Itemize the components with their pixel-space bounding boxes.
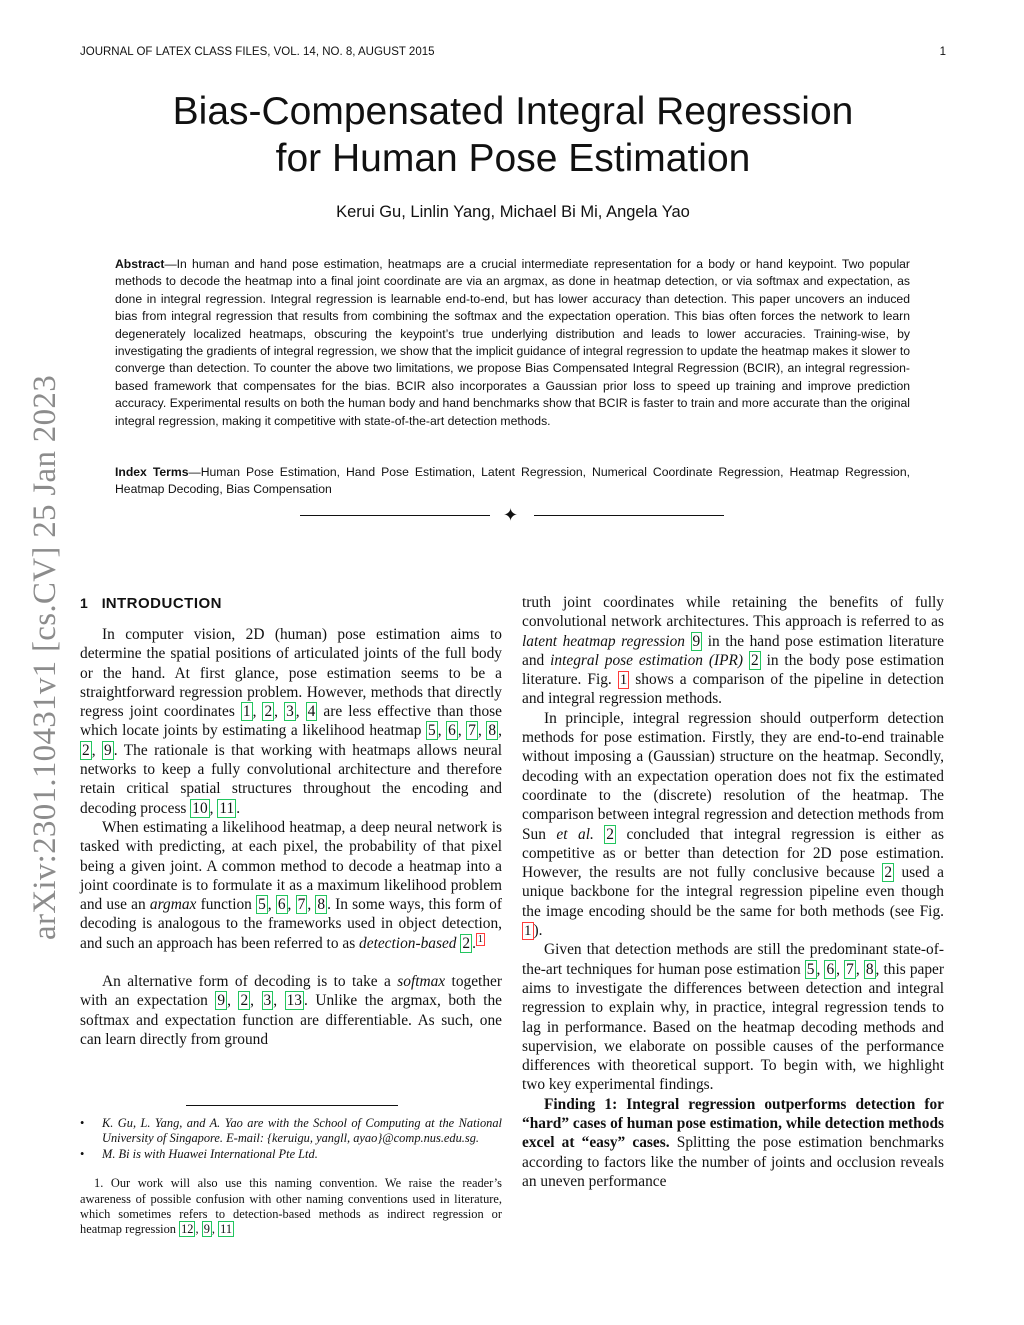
text-run: . The rationale is that working with heatmaps allows neural networks to keep a fully convolutional architecture and therefore retain critical spatial structures throughout the encoding and decoding process <box>80 741 502 817</box>
arxiv-watermark: arXiv:2301.10431v1 [cs.CV] 25 Jan 2023 <box>27 374 63 940</box>
affiliation-list <box>80 1116 502 1162</box>
text-run: in the body pose estimation literature. Fig. <box>522 651 945 689</box>
citation-link[interactable]: 5 <box>428 722 436 740</box>
citation-link[interactable]: 5 <box>806 960 815 978</box>
emphasis: softmax <box>397 973 446 991</box>
affiliation-text: K. Gu, L. Yang, and A. Yao are with the School of Computing at the National University of Singapore. E-mail: {keruigu, yangll, ayao}@comp.nus.edu.sg. <box>102 1116 502 1146</box>
footnote-1: 1. Our work will also use this naming convention. We raise the reader’s awareness of possible confusion with other naming conventions used in literature, which sometimes refers to detection-based methods as indirect regression or heatmap regression 12 , 9 , 11 <box>80 1176 502 1237</box>
citation-link[interactable]: 7 <box>297 896 306 914</box>
text-run: are less effective than those which locate joints by estimating a likelihood heatmap <box>80 703 502 740</box>
paragraph: An alternative form of decoding is to take a softmax together with an expectation 9 , 2 , 3 , 13 . Unlike the argmax, both the softmax and expectation function are differentiable. As such, one can learn directly from ground <box>80 973 502 1048</box>
section-number: 1 <box>80 595 88 611</box>
divider-line-left <box>300 515 490 516</box>
title-line-1: Bias-Compensated Integral Regression <box>172 90 854 133</box>
divider-diamond-icon: ✦ <box>503 505 519 525</box>
text-run: When estimating a likelihood heatmap, a deep neural network is tasked with predicting, at each pixel, the probability of that pixel being a given joint. A common method to decode a heatmap into a joint coordinate is to formulate it as a maximum likelihood problem and use an <box>80 818 502 914</box>
citation-link[interactable]: 7 <box>468 722 476 740</box>
paragraph: Given that detection methods are still the predominant state-of-the-art techniques for human pose estimation 5 , 6 , 7 , 8 , this paper aims to investigate the differences between detection and integral regression to explain why, in practice, integral regression tends to lag in performance. Based on the heatmap decoding methods and supervision, we elaborate on possible causes of the performance differences with theoretical support. To begin with, we highlight two key experimental findings. <box>522 941 944 1094</box>
citation-link[interactable]: 6 <box>277 896 286 914</box>
citation-link[interactable]: 2 <box>240 992 249 1010</box>
text-run: , this paper aims to investigate the differences between detection and integral regression to explain why, in practice, integral regression tends to lag in performance. Based on the heatmap decoding methods and supervision, we elaborate on possible causes of the performance differences with theoretical support. To begin with, we highlight two key experimental findings. <box>522 960 944 1094</box>
section-divider <box>300 505 724 527</box>
footnote-text: Our work will also use this naming convention. We raise the reader’s awareness of possible confusion with other naming conventions used in literature, which sometimes refers to detection-based methods as indirect regression or heatmap regression <box>80 1176 502 1237</box>
citation-link[interactable]: 2 <box>750 651 759 669</box>
emphasis: argmax <box>149 896 197 914</box>
finding-1-heading: Finding 1: Integral regression outperforms detection for “hard” cases of human pose estimation, while detection methods excel at “easy” cases. <box>522 1095 944 1152</box>
journal-header: JOURNAL OF LATEX CLASS FILES, VOL. 14, NO. 8, AUGUST 2015 <box>80 46 435 58</box>
emphasis: detection-based <box>359 934 457 952</box>
citation-link[interactable]: 8 <box>488 722 497 740</box>
paragraph <box>522 709 944 941</box>
footnotes <box>80 1116 502 1238</box>
paragraph: When estimating a likelihood heatmap, a deep neural network is tasked with predicting, at each pixel, the probability of that pixel being a given joint. A common method to decode a heatmap into a joint coordinate is to formulate it as a maximum likelihood problem and use an argmax function 5 , 6 , 7 , 8 . In some ways, this form of decoding is analogous to the frameworks used in object detection, and such an approach has been referred to as detection-based 2 . $^1$ <box>80 818 502 952</box>
citation-link[interactable]: 1 <box>242 703 251 721</box>
citation-link[interactable]: 2 <box>82 741 90 759</box>
running-header <box>80 46 946 58</box>
citation-link[interactable]: 11 <box>219 799 235 817</box>
abstract-text: —In human and hand pose estimation, heatmaps are a crucial intermediate representation for a body or hand keypoint. Two popular methods to decode the heatmap into a final joint coordinate are via an argmax, as done in heatmap detection, or via softmax and expectation, as done in integral regression. Integral regression is learnable end-to-end, but has lower accuracy than detection. This paper uncovers an induced bias from integral regression that results from combining the softmax and the expectation operation. This bias often forces the network to learn degenerately localized heatmaps, obscuring the keypoint’s true underlying distribution and leads to lower accuracies. Training-wise, by investigating the gradients of integral regression, we show that the implicit guidance of integral regression to update the heatmap makes it slower to converge than detection. To counter the above two limitations, we propose Bias Compensated Integral Regression (BCIR), an integral regression-based framework that compensates for the bias. BCIR also incorporates a Gaussian prior loss to speed up training and improve prediction accuracy. Experimental results on both the human body and hand benchmarks show that BCIR is faster to train and more accurate than the original integral regression, making it competitive with state-of-the-art detection methods. <box>115 257 910 428</box>
paper-title <box>80 88 946 182</box>
bullet-icon: • <box>80 1146 85 1161</box>
abstract <box>115 256 910 430</box>
citation-link[interactable]: 2 <box>884 864 893 882</box>
index-terms <box>115 464 910 499</box>
citation-link[interactable]: 4 <box>307 703 316 721</box>
emphasis: integral pose estimation (IPR) <box>550 651 744 669</box>
emphasis: latent heatmap regression <box>522 632 685 650</box>
right-column <box>522 593 944 1191</box>
footnote-ref[interactable]: 1 <box>477 933 483 945</box>
text-run: In principle, integral regression should outperform detection methods for pose estimation. Firstly, they are end-to-end trainable without imposing a (Gaussian) structure on the heatmap. Secondly, decoding with an expectation operation does not fix the estimated coordinate to the (discrete) resolution of the heatmap. The comparison between integral regression and detection methods from Sun <box>522 709 944 843</box>
citation-link[interactable]: 3 <box>263 992 272 1010</box>
affiliation-item <box>80 1116 502 1147</box>
text-run: In computer vision, 2D (human) pose estimation aims to determine the spatial positions of articulated joints of the full body or the hand. At first glance, pose estimation seems to be a straightforward regression problem. However, methods that directly regress joint coordinates <box>80 626 502 721</box>
citation-link[interactable]: 2 <box>264 703 273 721</box>
citation-link[interactable]: 5 <box>258 896 266 914</box>
citation-link[interactable]: 2 <box>606 825 614 843</box>
citation-link[interactable]: 6 <box>448 722 456 740</box>
text-run: in the hand pose estimation literature and <box>522 632 944 669</box>
text-run: truth joint coordinates while retaining the benefits of fully convolutional network architectures. This approach is referred to as <box>522 594 944 631</box>
paragraph <box>522 593 944 709</box>
citation-link[interactable]: 2 <box>462 934 471 952</box>
text-run: . Unlike the argmax, both the softmax and expectation function are differentiable. As such, one can learn directly from ground <box>80 992 502 1048</box>
footnote-separator <box>186 1105 398 1106</box>
citation-link[interactable]: 9 <box>692 632 701 650</box>
text-run: . <box>472 934 476 952</box>
citation-link[interactable]: 8 <box>865 960 874 978</box>
text-run: function <box>196 896 257 914</box>
text-run: . In some ways, this form of decoding is analogous to the frameworks used in object detection, and such an approach has been referred to as <box>80 896 502 952</box>
citation-link[interactable]: 11 <box>220 1222 233 1237</box>
bullet-icon: • <box>80 1116 85 1130</box>
citation-link[interactable]: 10 <box>192 799 208 817</box>
abstract-label: Abstract <box>115 257 165 271</box>
paragraph <box>522 1095 944 1191</box>
title-line-2: for Human Pose Estimation <box>275 137 751 180</box>
text-run: ). <box>533 922 543 940</box>
citation-link[interactable]: 9 <box>203 1222 210 1237</box>
text-run: Splitting the pose estimation benchmarks according to factors like the number of joints and occlusion reveals an uneven performance <box>522 1134 944 1190</box>
section-heading-introduction <box>80 593 502 613</box>
index-terms-label: Index Terms <box>115 465 189 479</box>
citation-link[interactable]: 9 <box>104 741 112 759</box>
citation-link[interactable]: 8 <box>317 896 326 914</box>
affiliation-item <box>80 1147 502 1162</box>
figure-link[interactable]: 1 <box>524 923 532 940</box>
citation-link[interactable]: 3 <box>286 703 294 721</box>
text-run: together with an expectation <box>80 973 502 1010</box>
emphasis: et al. <box>556 825 594 843</box>
figure-link[interactable]: 1 <box>619 672 628 689</box>
text-run: An alternative form of decoding is to take a <box>102 973 398 991</box>
affiliation-text: M. Bi is with Huawei International Pte Ltd. <box>102 1146 318 1161</box>
left-column <box>80 593 502 1049</box>
index-terms-text: —Human Pose Estimation, Hand Pose Estimation, Latent Regression, Numerical Coordinate Regression, Heatmap Regression, Heatmap Decoding, Bias Compensation <box>115 465 910 497</box>
citation-link[interactable]: 7 <box>846 960 854 978</box>
text-run: used a unique backbone for the integral regression pipeline even though the image encoding should be the same for both methods (see Fig. <box>522 864 944 920</box>
footnote-number: 1. <box>94 1176 104 1191</box>
citation-link[interactable]: 6 <box>826 960 835 978</box>
citation-link[interactable]: 12 <box>181 1222 194 1237</box>
page-number: 1 <box>939 46 946 58</box>
text-run: shows a comparison of the pipeline in detection and integral regression methods. <box>522 671 944 708</box>
citation-link[interactable]: 9 <box>217 992 226 1010</box>
section-initial: I <box>101 595 106 611</box>
divider-line-right <box>534 515 724 516</box>
text-run: concluded that integral regression is either as competitive as or better than detection for 2D pose estimation. However, the results are not fully conclusive because <box>522 825 944 882</box>
text-run: Given that detection methods are still the predominant state-of-the-art techniques for human pose estimation <box>522 941 944 978</box>
citation-link[interactable]: 13 <box>286 992 302 1010</box>
paragraph: In computer vision, 2D (human) pose estimation aims to determine the spatial positions of articulated joints of the full body or the hand. At first glance, pose estimation seems to be a straightforward regression problem. However, methods that directly regress joint coordinates 1 , 2 , 3 , 4 are less effective than those which locate joints by estimating a likelihood heatmap 5 , 6 , 7 , 8 , 2 , 9 . The rationale is that working with heatmaps allows neural networks to keep a fully convolutional architecture and therefore retain critical spatial structures throughout the encoding and decoding process 10 , 11 . <box>80 626 502 817</box>
section-title-rest: NTRODUCTION <box>105 595 223 612</box>
author-list: Kerui Gu, Linlin Yang, Michael Bi Mi, Angela Yao <box>336 203 690 221</box>
